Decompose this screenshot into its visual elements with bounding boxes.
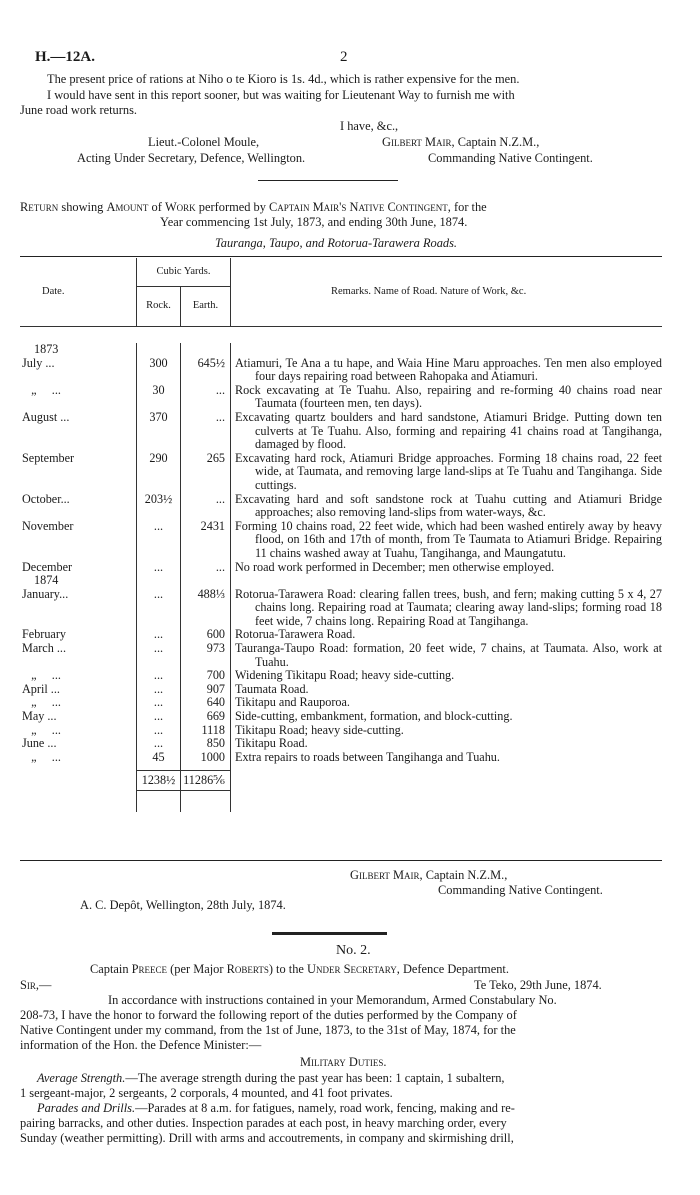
table-row: November ... 2431 Forming 10 chains road, 22 feet wide, which had been washed entirely away by heavy flood, on 16th and 17th of month, from Te Taumata to Atiamuri Bridge. Repairing 11 chains washed away at Tuahu, Tangihanga, and Maungatutu. [22,518,662,560]
table-row: „ ... 45 1000 Extra repairs to roads between Tangihanga and Tuahu. [20,751,662,765]
table-row: 1874 [20,574,662,588]
table-row: „ ... ... 700 Widening Tikitapu Road; heavy side-cutting. [20,669,662,683]
page-number: 2 [340,49,348,65]
table-row: February ... 600 Rotorua-Tarawera Road. [20,628,662,642]
table-row: January... ... 488⅓ Rotorua-Tarawera Road: clearing fallen trees, bush, and fern; making cutting 5 x 4, 27 chains long. Repairing road at Taumata; clearing away land-slips; forming road 18 feet wide, 7 chains long. Repairing Road at Tangihanga. [22,586,662,628]
table-row: September 290 265 Excavating hard rock, Atiamuri Bridge approaches. Forming 18 chains road, 22 feet wide, at Taumata, and removing large land-slips at Te Tuahu and Tangihanga. Side cuttings. [22,450,662,492]
place-date-2: Te Teko, 29th June, 1874. [474,978,602,992]
salutation: Sir,— [20,978,52,992]
signature-1-role: Commanding Native Contingent. [428,151,593,165]
table-row: „ ... ... 1118 Tikitapu Road; heavy side-cutting. [20,724,662,738]
return-subtitle: Tauranga, Taupo, and Rotorua-Tarawera Roads. [215,236,458,250]
section-divider [258,180,398,181]
section-heading: Military Duties. [300,1055,387,1069]
no2-title: Captain Preece (per Major Roberts) to the Under Secretary, Defence Department. [90,962,509,976]
table-row: June ... ... 850 Tikitapu Road. [20,737,662,751]
total-earth: 11286⅚ [181,770,231,790]
table-row: March ... ... 973 Tauranga-Taupo Road: formation, 20 feet wide, 7 chains, at Taumata. Also, work at Tuahu. [22,641,662,669]
col-header-remarks: Remarks. Name of Road. Nature of Work, &c. [231,258,663,326]
intro-paragraph-2: I would have sent in this report sooner, but was waiting for Lieutenant Way to furnish me with [47,88,515,102]
intro-paragraph-2-cont: June road work returns. [20,103,137,117]
table-row: July ... 300 645½ Atiamuri, Te Ana a tu hape, and Waia Hine Maru approaches. Ten men also employed four days repairing road between Rahopaka and Atiamuri. [22,355,662,384]
table-row: „ ... ... 640 Tikitapu and Rauporoa. [20,696,662,710]
table-row: „ ... 30 ... Rock excavating at Te Tuahu. Also, repairing and re-forming 40 chains road near Taumata (fourteen men, ten days). [22,382,662,411]
table-row: August ... 370 ... Excavating quartz boulders and hard sandstone, Atiamuri Bridge. Putting down ten culverts at Te Tuahu. Also, forming and repairing 41 chains road at Tangihanga, damaged by flood. [22,409,662,452]
closing-have: I have, &c., [340,119,399,133]
heavy-divider [272,932,387,935]
table-row: April ... ... 907 Taumata Road. [20,683,662,697]
table-row: May ... ... 669 Side-cutting, embankment, formation, and block-cutting. [20,710,662,724]
parades-line-3: Sunday (weather permitting). Drill with arms and accoutrements, in company and skirmishing drill, [20,1131,514,1145]
intro-paragraph-1: The present price of rations at Niho o te Kioro is 1s. 4d., which is rather expensive for the men. [47,72,520,86]
return-title-line1: Return showing Amount of Work performed by Captain Mair's Native Contingent, for the [20,200,487,214]
no2-heading: No. 2. [336,943,371,958]
table-bottom-rule [20,860,662,861]
col-header-earth: Earth. [181,286,231,326]
table-row: December ... ... No road work performed in December; men otherwise employed. [20,561,662,575]
body-line-1: In accordance with instructions contained in your Memorandum, Armed Constabulary No. [108,993,557,1007]
table-top-rule [20,256,662,257]
place-date-1: A. C. Depôt, Wellington, 28th July, 1874. [80,898,286,912]
col-header-rock: Rock. [137,286,181,326]
signature-1: Gilbert Mair, Captain N.Z.M., [382,135,540,149]
return-title-line2: Year commencing 1st July, 1873, and ending 30th June, 1874. [160,215,468,229]
parades-line-2: pairing barracks, and other duties. Inspection parades at each post, in heavy marching order, every [20,1116,507,1130]
work-return-table [20,258,662,812]
report-code: H.—12A. [35,49,95,65]
strength-line-2: 1 sergeant-major, 2 sergeants, 2 corporals, 4 mounted, and 41 foot privates. [20,1086,393,1100]
col-header-cubic: Cubic Yards. [137,258,231,286]
body-line-4: information of the Hon. the Defence Minister:— [20,1038,262,1052]
body-line-3: Native Contingent under my command, from the 1st of June, 1873, to the 31st of May, 1874, for the [20,1023,516,1037]
table-row: October... 203½ ... Excavating hard and soft sandstone rock at Tuahu cutting and Atiamuri Bridge approaches; also removing land-slips from water-ways, &c. [22,491,662,520]
table-row: 1873 [20,343,662,357]
col-header-date: Date. [42,285,65,297]
totals-row [20,770,662,790]
strength-line-1: Average Strength.—The average strength during the past year has been: 1 captain, 1 subaltern, [37,1071,505,1085]
signature-2-role: Commanding Native Contingent. [438,883,603,897]
addressee-title: Acting Under Secretary, Defence, Wellington. [77,151,306,165]
signature-2: Gilbert Mair, Captain N.Z.M., [350,868,508,882]
body-line-2: 208-73, I have the honor to forward the following report of the duties performed by the Company of [20,1008,517,1022]
parades-line-1: Parades and Drills.—Parades at 8 a.m. for fatigues, namely, road work, fencing, making and re- [37,1101,515,1115]
total-rock: 1238½ [137,770,181,790]
addressee-name: Lieut.-Colonel Moule, [148,135,260,149]
